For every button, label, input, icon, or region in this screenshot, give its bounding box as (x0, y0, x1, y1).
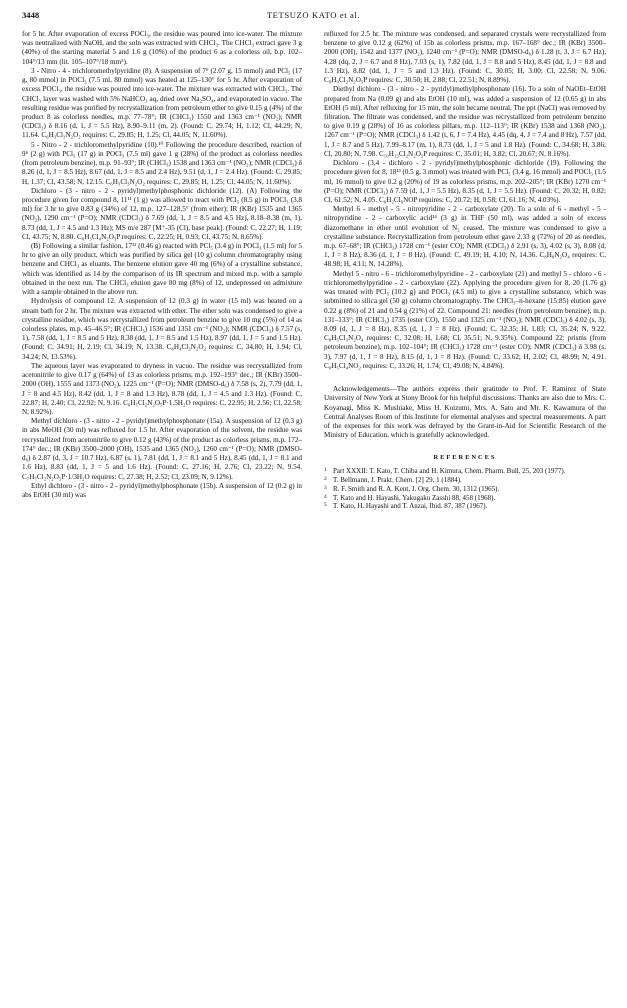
paragraph: The aqueous layer was evaporated to dryness in vacuo. The residue was recrystallized from acetonitrile to give 0.17 g (64%) of 13 as colorless prisms, m.p. 192–193° dec.; IR (KBr) 3500–2000 (OH), 1555 and 1373 (NO₂), 1225 cm⁻¹ (P=O); NMR (DMSO-d₆) δ 7.58 (s, 2), 7.79 (dd, 1, J = 8 and 4.5 Hz), 8.42 (dd, 1, J = 8 and 1.3 Hz), 8.78 (dd, 1, J = 4.5 and 1.3 Hz). (Found: C, 22.87; H, 2.40; Cl, 22.92; N, 9.16. C₆H₅Cl₂N₂O₅P·1.5H₂O requires: C, 22.95; H, 2.56; Cl, 22.58; N, 8.92%). (22, 361, 302, 416)
reference-text: T. Bellmann, J. Prakt. Chem. [2] 29, 1 (1884). (333, 475, 462, 484)
reference-item (324, 467, 606, 476)
reference-number: 1 (324, 466, 327, 473)
reference-number: 5 (324, 502, 327, 509)
reference-item (324, 476, 606, 485)
paragraph: refluxed for 2.5 hr. The mixture was condensed, and separated crystals were recrystallized from benzene to give 0.12 g (62%) of 15b as colorless prisms, m.p. 167–168° dec.; IR (KBr) 3500–2000 (OH), 1542 and 1377 (NO₂), 1240 cm⁻¹ (P=O); NMR (DMSO-d₆) δ 1.28 (t, 3, J = 6.7 Hz), 4.28 (dq, 2, J = 6.7 and 8 Hz), 7.03 (s, 1), 7.82 (dd, 1, J = 8.8 and 5 Hz), 8.45 (dd, 1, J = 8.8 and 1.3 Hz), 8.82 (dd, 1, J = 5 and 1.3 Hz). (Found: C, 30.05; H, 3.00; Cl, 22.58; N, 9.06. C₈H₉Cl₂N₂O₅P requires: C, 30.50; H, 2.88; Cl, 22.51; N, 8.89%). (324, 30, 606, 85)
reference-item (324, 485, 606, 494)
paragraph: Methyl 6 - methyl - 5 - nitropyridine - 2 - carboxylate (20). To a soln of 6 - methyl - 5 - nitropyridine - 2 - carboxylic acid¹⁴ (3 g) in THF (50 ml), was added a soln of excess diazomethane in ether until evolution of N₂ ceased. The mixture was condensed to give a crystalline substance. Recrystallization from petroleum ether gave 2.33 g (72%) of 20 as needles, m.p. 67–68°; IR (CHCl₃) 1728 cm⁻¹ (ester CO); NMR (CDCl₃) δ 2.91 (s, 3), 4.02 (s, 3), 8.08 (d, 1, J = 8 Hz), 8.36 (d, 1, J = 8 Hz). (Found: C, 49.19; H, 4.10; N, 14.36. C₈H₈N₂O₄ requires: C, 48.98; H, 4.11; N, 14.28%). (324, 205, 606, 269)
page-header (22, 10, 605, 24)
reference-text: T. Kato, H. Hayashi and T. Anzai, Ibid. 87, 387 (1967). (333, 502, 488, 511)
right-column-paragraphs (324, 30, 606, 371)
paragraph: 5 - Nitro - 2 - trichloromethylpyridine (10).¹⁰ Following the procedure described, reaction of 9⁶ (2 g) with PCl₅ (17 g) in POCl₃ (7.5 ml) gave 1 g (28%) of the product as colorless needles (from petroleum benzine), m.p. 91–93°; IR (CHCl₃) 1538 and 1363 cm⁻¹ (NO₂); NMR (CDCl₃) δ 8.26 (d, 1, J = 8.5 Hz), 8.67 (dd, 1, J = 8.5 and 2.4 Hz), 9.51 (d, 1, J = 2.4 Hz). (Found: C, 29.85; H, 1.37; Cl, 43.58; N, 12.15. C₆H₃Cl₃N₂O₂ requires: C, 29.85; H, 1.25; Cl, 44.05; N, 11.60%). (22, 140, 302, 186)
reference-number: 2 (324, 475, 327, 482)
paragraph: Hydrolysis of compound 12. A suspension of 12 (0.3 g) in water (15 ml) was heated on a steam bath for 2 hr. The mixture was extracted with ether. The ether soln was condensed to give a crystalline residue, which was recrystallized from petroleum benzine to give 10 mg (5%) of 14 as colorless plates, m.p. 45–46.5°; IR (CHCl₃) 1536 and 1351 cm⁻¹ (NO₂); NMR (CDCl₃) δ 7.57 (s, 1), 7.58 (dd, 1, J = 8.5 and 5 Hz), 8.38 (dd, 1, J = 8.5 and 1.5 Hz), 8.97 (dd, 1, J = 5 and 1.5 Hz). (Found: C, 34.91; H, 2.19; Cl, 34.19; N, 13.38. C₆H₄Cl₂N₂O₂ requires: C, 34.80; H, 1.94; Cl, 34.24; N, 13.53%). (22, 297, 302, 361)
reference-item (324, 502, 606, 511)
paragraph: Dichloro - (3,4 - dichloro - 2 - pyridyl)methylphosphonic dichloride (19). Following the procedure given for 8, 18¹³ (0.5 g, 3 mmol) was treated with PCl₅ (3.4 g, 16 mmol) and POCl₃ (1.5 ml, 16 mmol) to give 0.2 g (20%) of 19 as colorless prisms, m.p. 202–205°; IR (KBr) 1270 cm⁻¹ (P=O); NMR (CDCl₃) δ 7.59 (d, 1, J = 5.5 Hz), 8.35 (d, 1, J = 5.5 Hz). (Found: C, 20.32; H, 0.82; Cl, 61.52; N, 4.05. C₆H₂Cl₆NOP requires: C, 20.72; H, 0.58; Cl, 61.16; N, 4.03%). (324, 159, 606, 204)
paragraph: (B) Following a similar fashion, 17¹² (0.46 g) reacted with PCl₅ (3.4 g) in POCl₃ (1.5 ml) for 5 hr to give an oily product, which was purified by silica gel (10 g) column chromatography using benzene and CHCl₃ as eluants. The benzene elution gave 40 mg (6%) of a crystalline substance, which was identified as 14 by the comparison of its IR spectrum and mixed m.p. with a sample obtained in the next run. The CHCl₃ elution gave 80 mg (8%) of 12, undepressed on admixture with a sample obtained in the above run. (22, 242, 302, 297)
reference-item (324, 494, 606, 503)
references-title: REFERENCES (433, 454, 497, 462)
reference-number: 3 (324, 484, 327, 491)
paragraph: 3 - Nitro - 4 - trichloromethylpyridine (8). A suspension of 7⁶ (2.07 g, 15 mmol) and PCl₅ (17 g, 80 mmol) in POCl₃ (7.5 ml, 80 mmol) was heated at 125–130° for 5 hr. After evaporation of excess POCl₃, the residue was poured into ice-water. The mixture was extracted with CHCl₃. The CHCl₃ layer was washed with 5% NaHCO₃ aq, dried over Na₂SO₄, and evaporated in vacuo. The resulting residue was purified by recrystallization from petroleum ether to give 0.15 g (4%) of the product 8 as colorless needles, m.p. 77–78°; IR (CHCl₃) 1550 and 1363 cm⁻¹ (NO₂); NMR (CDCl₃) δ 8.16 (d, 1, J = 5.5 Hz), 8.90–9.11 (m, 2). (Found: C, 29.74; H, 1.12; Cl, 44.29; N, 11.64. C₆H₃Cl₃N₂O₂ requires: C, 29.85; H, 1.25; Cl, 44.05; N, 11.60%). (22, 66, 302, 140)
paragraph: Diethyl dichloro - (3 - nitro - 2 - pyridyl)methylphosphonate (16). To a soln of NaOEt–EtOH prepared from Na (0.09 g) and abs EtOH (10 ml), was added a suspension of 12 (0.65 g) in abs EtOH (5 ml). After refluxing for 15 min, the soln became neutral. The ppt (NaCl) was removed by filtration. The filtrate was condensed, and the residue was recrystallized from petroleum benzine to give 0.19 g (28%) of 16 as colorless pillars, m.p. 112–113°; IR (KBr) 1538 and 1368 (NO₂), 1267 cm⁻¹ (P=O); NMR (CDCl₃) δ 1.42 (t, 6, J = 7.4 Hz), 4.45 (dq, 4, J = 7.4 and 8 Hz), 7.57 (dd, 1, J = 8.7 and 5 Hz), 7.99–8.17 (m, 1), 8.73 (dd, 1, J = 5 and 1.8 Hz). (Found: C, 34.68; H, 3.86; Cl, 20.80; N, 7.98. C₁₀H₁₃Cl₂N₂O₅P requires: C, 35.01; H, 3.82; Cl, 20.67; N, 8.16%). (324, 85, 606, 158)
running-head: TETSUZO KATO et al. (266, 10, 361, 20)
reference-number: 4 (324, 493, 327, 500)
references-list (324, 467, 606, 512)
paragraph: Methyl dichloro - (3 - nitro - 2 - pyridyl)methylphosphonate (15a). A suspension of 12 (0.3 g) in abs MeOH (30 ml) was refluxed for 1.5 hr. After evaporation of the solvent, the residue was recrystallized from acetonitrile to give 0.12 g (43%) of the product as colorless prisms, m.p. 172–174° dec.; IR (KBr) 3500–2000 (OH), 1535 and 1365 (NO₂), 1260 cm⁻¹ (P=O); NMR (DMSO-d₆) δ 2.87 (d, 3, J = 10.7 Hz), 6.87 (s, 1), 7.81 (dd, 1, J = 8.1 and 5 Hz), 8.45 (dd, 1, J = 8.1 and 1.6 Hz), 8.83 (dd, 1, J = 5 and 1.6 Hz). (Found: C, 27.16; H, 2.76; Cl, 23.22; N, 9.54. C₇H₇Cl₂N₂O₅P·1/3H₂O requires: C, 27.38; H, 2.52; Cl, 23.09; N, 9.12%). (22, 417, 302, 481)
paragraph: Methyl 5 - nitro - 6 - trichloromethylpyridine - 2 - carboxylate (21) and methyl 5 - chloro - 6 - trichloromethylpyridine - 2 - carboxylate (22). Applying the procedure given for 8, 20 (1.76 g) was treated with PCl₅ (10.2 g) and POCl₃ (4.5 ml) to give a crystalline substance, which was submitted to silica gel (50 g) column chromatography. The CHCl₃–n-hexane (15:85) elution gave 0.22 g (8%) of 21 and 0.54 g (21%) of 22. Compound 21: needles (from petroleum benzine), m.p. 131–133°; IR (CHCl₃) 1735 (ester CO), 1550 and 1325 cm⁻¹ (NO₂); NMR (CDCl₃) δ 4.02 (s, 3), 8.09 (d, 1, J = 8 Hz), 8.35 (d, 1, J = 8 Hz). (Found: C, 32.35; H, 1.83; Cl, 35.24; N, 9.22. C₈H₅Cl₃N₂O₄ requires: C, 32.08; H, 1.68; Cl, 35.51; N, 9.35%). Compound 22: prisms (from petroleum benzine), m.p. 102–104°; IR (CHCl₃) 1728 cm⁻¹ (ester CO); NMR (CDCl₃) δ 3.98 (s, 3), 7.97 (d, 1, J = 8 Hz), 8.15 (d, 1, J = 8 Hz). (Found: C, 33.62; H, 2.02; Cl, 48.99; N, 4.91. C₈H₅Cl₄NO₂ requires: C, 33.26; H, 1.74; Cl, 49.08; N, 4.84%). (324, 269, 606, 370)
reference-text: Part XXXII: T. Kato, T. Chiba and H. Kimura, Chem. Pharm. Bull. 25, 203 (1977). (333, 466, 566, 475)
reference-text: T. Kato and H. Hayashi, Yakugaku Zasshi 88, 458 (1968). (333, 493, 496, 502)
page-number: 3448 (22, 10, 40, 20)
left-column (22, 30, 302, 500)
paragraph: Ethyl dichloro - (3 - nitro - 2 - pyridyl)methylphosphonate (15b). A suspension of 12 (0.2 g) in abs EtOH (30 ml) was (22, 481, 302, 499)
paragraph: for 5 hr. After evaporation of excess POCl₃, the residue was poured into ice-water. The mixture was neutralized with NaOH, and the soln was extracted with CHCl₃. The CHCl₃ extract gave 3 g (40%) of the starting material 5 and 1.6 g (10%) of the product 6 as a colorless oil, b.p. 102–104°/13 mm (lit. 105–107°/18 mm⁵). (22, 30, 302, 66)
right-column (324, 30, 606, 511)
paragraph: Dichloro - (3 - nitro - 2 - pyridyl)methylphosphonic dichloride (12). (A) Following the procedure given for compound 8, 11¹¹ (1 g) was allowed to react with PCl₅ (8.5 g) in POCl₃ (3.8 ml) for 3 hr to give 0.83 g (34%) of 12, m.p. 127–128.5° (from ether); IR (KBr) 1535 and 1365 (NO₂), 1290 cm⁻¹ (P=O); NMR (CDCl₃) δ 7.69 (dd, 1, J = 8.5 and 4.5 Hz), 8.18–8.38 (m, 1), 8.73 (dd, 1, J = 4.5 and 1.3 Hz); MS m/e 287 [M⁺-35 (Cl), base peak]. (Found: C, 22.27; H, 1.19; Cl, 43.75; N, 8.80. C₆H₃Cl₄N₂O₃P requires: C, 22.25; H, 0.93; Cl, 43.75; N, 8.65%). (22, 186, 302, 241)
reference-text: R. F. Smith and R. A. Kent, J. Org. Chem. 30, 1312 (1965). (333, 484, 500, 493)
acknowledgements: Acknowledgements—The authors express their gratitude to Prof. F. Ramirez of State University of New York at Stony Brook for his helpful discussions. Thanks are also due to Mrs. C. Koyanagi, Miss K. Mushiake, Miss H. Koizumi, Mrs. A. Sato and Mr. K. Kawamura of the Central Analyses Room of this Institute for elemental analyses and spectral measurements. A part of the expenses for this work was defrayed by the Grant-in-Aid for Scientific Research of the Ministry of Education, which is gratefully acknowledged. (324, 385, 606, 440)
